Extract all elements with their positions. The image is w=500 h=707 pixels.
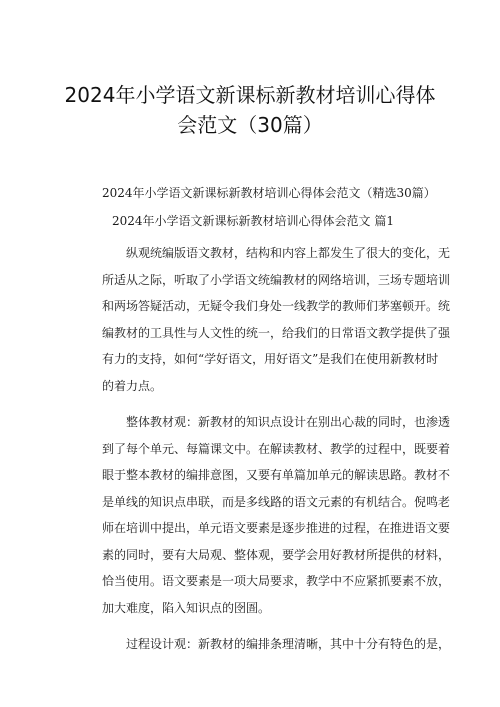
title-line-2: 会范文（30篇） xyxy=(177,113,323,137)
paragraph-line: 整体教材观：新教材的知识点设计在别出心裁的同时，也渗透 xyxy=(102,415,451,429)
chapter-heading: 2024年小学语文新课标新教材培训心得体会范文 篇1 xyxy=(112,214,394,228)
paragraph-line: 是单线的知识点串联，而是多线路的语文元素的有机结合。倪鸣老 xyxy=(102,494,451,509)
paragraph-line: 素的同时，要有大局观、整体观，要学会用好教材所提供的材料， xyxy=(102,547,451,562)
paragraph-line: 和两场答疑活动，无疑令我们身处一线教学的教师们茅塞顿开。统 xyxy=(102,299,451,313)
paragraph-1 xyxy=(102,240,451,399)
paragraph-line: 过程设计观：新教材的编排条理清晰，其中十分有特色的是， xyxy=(102,637,451,651)
paragraph-2 xyxy=(102,409,451,621)
document-subtitle: 2024年小学语文新课标新教材培训心得体会范文（精选30篇） xyxy=(102,186,436,200)
paragraph-line: 所适从之际，听取了小学语文统编教材的网络培训，三场专题培训 xyxy=(102,272,451,287)
paragraph-line: 的着力点。 xyxy=(102,378,163,393)
paragraph-line: 加大难度，陷入知识点的囹圄。 xyxy=(102,600,271,615)
paragraph-3 xyxy=(102,631,451,658)
paragraph-line: 眼于整本教材的编排意图，又要有单篇加单元的解读思路。教材不 xyxy=(102,468,451,482)
paragraph-line: 编教材的工具性与人文性的统一，给我们的日常语文教学提供了强 xyxy=(102,325,451,340)
paragraph-line: 有力的支持，如何“学好语文，用好语文”是我们在使用新教材时 xyxy=(102,352,439,366)
paragraph-line: 师在培训中提出，单元语文要素是逐步推进的过程，在推进语文要 xyxy=(102,521,451,535)
paragraph-line: 恰当使用。语文要素是一项大局要求，教学中不应紧抓要素不放， xyxy=(102,574,451,588)
paragraph-line: 到了每个单元、每篇课文中。在解读教材、教学的过程中，既要着 xyxy=(102,441,451,456)
document-body xyxy=(102,240,451,658)
document-title xyxy=(40,80,460,140)
paragraph-line: 纵观统编版语文教材，结构和内容上都发生了很大的变化，无 xyxy=(102,246,451,260)
title-line-1: 2024年小学语文新课标新教材培训心得体 xyxy=(64,83,436,107)
